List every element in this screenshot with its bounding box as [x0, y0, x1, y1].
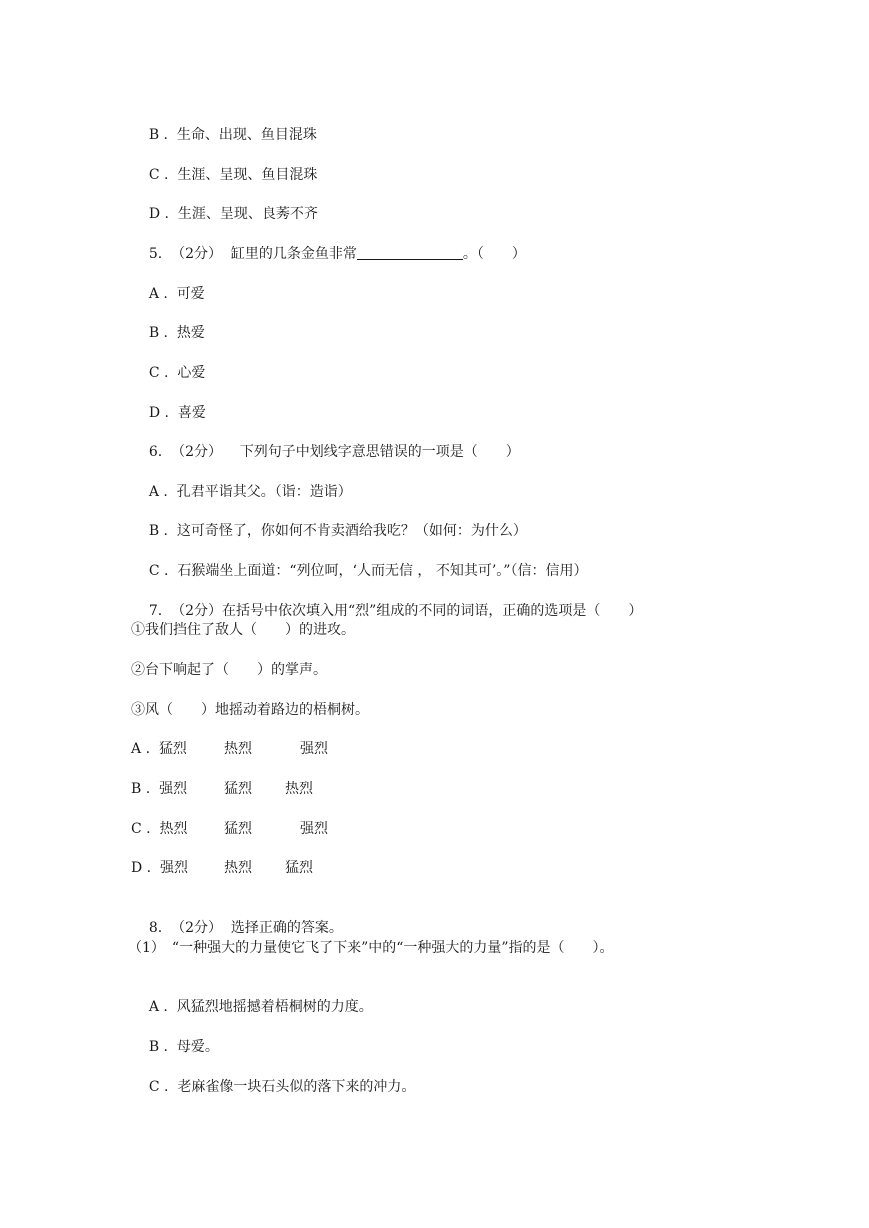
answer-blank — [357, 245, 463, 260]
option-letter: C — [131, 821, 142, 837]
option-letter: D — [148, 405, 161, 421]
q4-option-c: C . 生涯、呈现、鱼目混珠 — [148, 167, 318, 183]
q4-option-d: D . 生涯、呈现、良莠不齐 — [148, 206, 318, 222]
question-score: （2分） — [171, 444, 222, 460]
question-number: 7. — [148, 603, 163, 619]
option-word-2: 热烈 — [224, 860, 252, 876]
option-text: 生命、出现、鱼目混珠 — [176, 127, 317, 143]
q7-option-d: D . 强烈 热烈 猛烈 — [131, 860, 313, 876]
option-letter: B — [148, 1039, 160, 1055]
option-text: 生涯、呈现、良莠不齐 — [177, 206, 318, 222]
q7-option-a: A . 猛烈 热烈 强烈 — [131, 741, 328, 757]
option-letter: C — [148, 1079, 160, 1095]
option-letter: B — [131, 781, 142, 797]
option-word-1: 热烈 — [159, 821, 188, 837]
option-letter: A — [148, 999, 159, 1015]
option-letter: B — [148, 325, 160, 341]
option-word-3: 强烈 — [300, 741, 328, 757]
question-score: （2分） — [171, 246, 222, 262]
question-text: 选择正确的答案。 — [230, 920, 343, 936]
q5-option-b: B . 热爱 — [148, 325, 205, 341]
option-letter: B — [148, 523, 160, 539]
q7-sentence-2: ②台下响起了（ ）的掌声。 — [131, 662, 327, 678]
option-text: 石猴端坐上面道：“列位呵，‘人而无信 ， 不知其可’。”（信：信用） — [177, 563, 588, 579]
question-text-end: 。（ ） — [462, 246, 526, 262]
option-word-3: 热烈 — [285, 781, 313, 797]
option-text: 热爱 — [176, 325, 205, 341]
question-text: 在括号中依次填入用“烈”组成的不同的词语，正确的选项是（ ） — [222, 603, 643, 619]
option-text: 心爱 — [177, 365, 206, 381]
q7-sentence-3: ③风（ ）地摇动着路边的梧桐树。 — [131, 702, 369, 718]
option-letter: A — [148, 286, 159, 302]
option-word-1: 强烈 — [159, 781, 188, 797]
q4-option-b: B . 生命、出现、鱼目混珠 — [148, 127, 317, 143]
q5-option-c: C . 心爱 — [148, 365, 206, 381]
option-text: 生涯、呈现、鱼目混珠 — [177, 167, 318, 183]
q7-option-b: B . 强烈 猛烈 热烈 — [131, 781, 313, 797]
question-text: 缸里的几条金鱼非常 — [230, 246, 357, 262]
q7-sentence-1: ①我们挡住了敌人（ ）的进攻。 — [131, 622, 355, 638]
q6-option-b: B . 这可奇怪了，你如何不肯卖酒给我吃？（如何：为什么） — [148, 523, 527, 539]
option-letter: C — [148, 365, 160, 381]
question-number: 8. — [148, 920, 163, 936]
option-word-1: 猛烈 — [158, 741, 187, 757]
option-word-2: 热烈 — [224, 741, 252, 757]
option-letter: A — [131, 741, 142, 757]
option-text: 喜爱 — [177, 405, 206, 421]
question-number: 5. — [148, 246, 163, 262]
option-text: 孔君平诣其父。（诣：造诣） — [176, 484, 352, 500]
question-score: （2分） — [171, 603, 222, 619]
option-text: 老麻雀像一块石头似的落下来的冲力。 — [177, 1079, 416, 1095]
option-letter: D — [131, 860, 143, 876]
option-letter: C — [148, 563, 160, 579]
question-score: （2分） — [171, 920, 222, 936]
option-text: 可爱 — [176, 286, 205, 302]
question-text: 下列句子中划线字意思错误的一项是（ ） — [239, 444, 520, 460]
option-text: 这可奇怪了，你如何不肯卖酒给我吃？（如何：为什么） — [176, 523, 527, 539]
q8-option-b: B . 母爱。 — [148, 1039, 219, 1055]
q5-option-a: A . 可爱 — [148, 286, 205, 302]
option-word-2: 猛烈 — [224, 821, 252, 837]
q5-option-d: D . 喜爱 — [148, 405, 206, 421]
option-word-1: 强烈 — [160, 860, 189, 876]
q8-option-c: C . 老麻雀像一块石头似的落下来的冲力。 — [148, 1079, 416, 1095]
option-letter: D — [148, 206, 161, 222]
option-text: 母爱。 — [176, 1039, 219, 1055]
q8-sub-question-1: （1） “一种强大的力量使它飞了下来”中的“一种强大的力量”指的是（ ）。 — [128, 940, 614, 956]
q6-option-a: A . 孔君平诣其父。（诣：造诣） — [148, 484, 352, 500]
option-letter: C — [148, 167, 160, 183]
q8-option-a: A . 风猛烈地摇撼着梧桐树的力度。 — [148, 999, 373, 1015]
option-text: 风猛烈地摇撼着梧桐树的力度。 — [176, 999, 373, 1015]
q6-option-c: C . 石猴端坐上面道：“列位呵，‘人而无信 ， 不知其可’。”（信：信用） — [148, 563, 588, 579]
option-word-3: 猛烈 — [285, 860, 313, 876]
option-word-3: 强烈 — [300, 821, 328, 837]
option-letter: B — [148, 127, 160, 143]
option-letter: A — [148, 484, 159, 500]
q7-option-c: C . 热烈 猛烈 强烈 — [131, 821, 328, 837]
option-word-2: 猛烈 — [224, 781, 252, 797]
question-number: 6. — [148, 444, 163, 460]
